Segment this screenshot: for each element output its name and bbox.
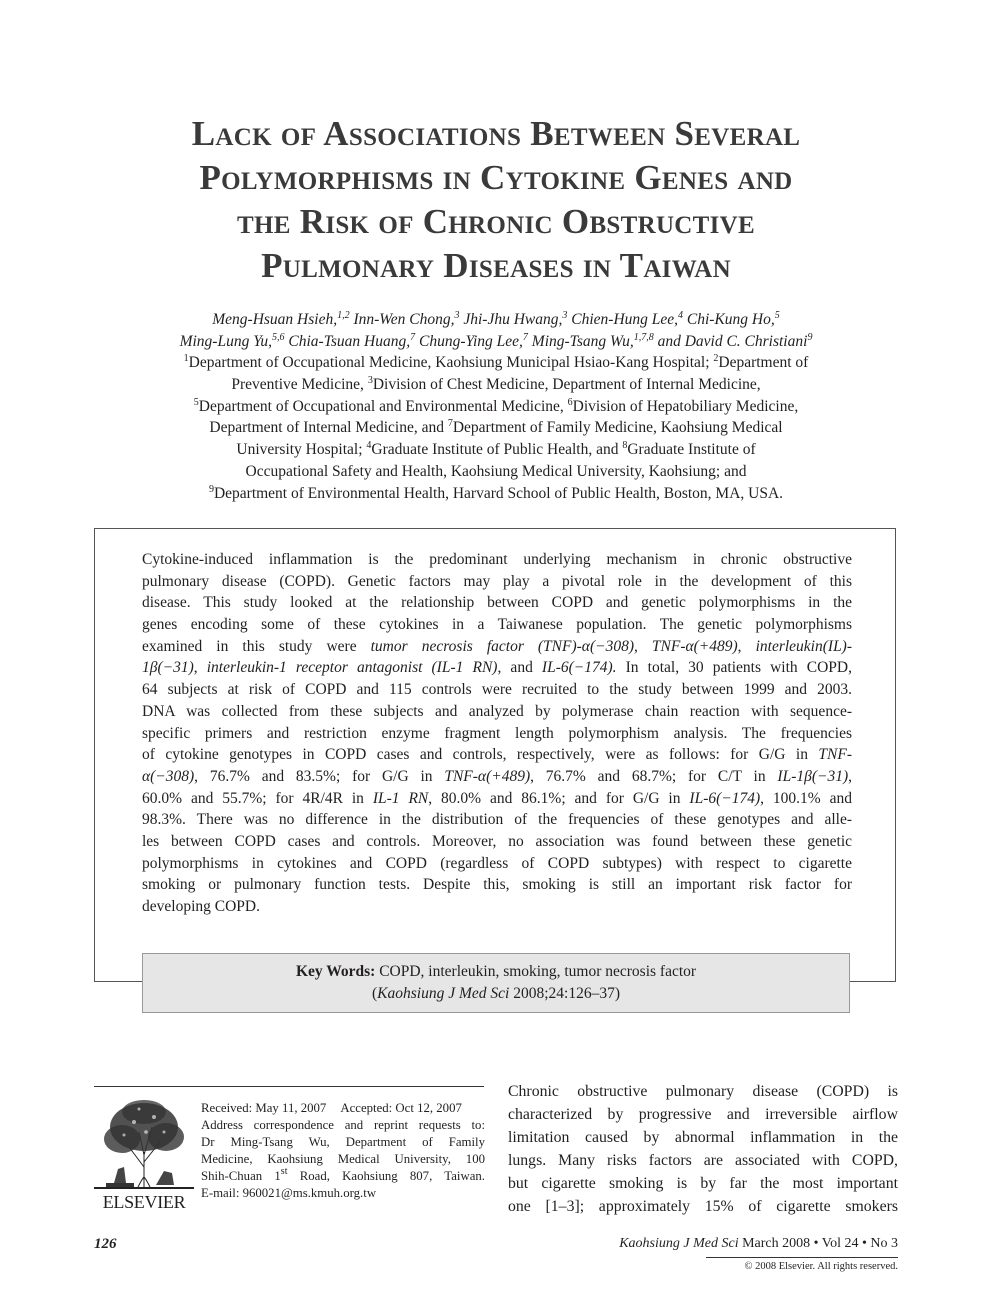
affiliation-text: Graduate Institute of	[627, 441, 756, 459]
abstract-text: pulmonary disease (COPD). Genetic factors may play a pivotal role in the development of this	[142, 572, 852, 590]
abstract-italic-term: interleukin-1 receptor antagonist (IL-1 RN)	[206, 659, 498, 677]
citation-journal: Kaohsiung J Med Sci	[377, 985, 510, 1002]
keywords-box	[142, 953, 850, 1013]
abstract-italic-term: TNF-α(+489)	[651, 637, 738, 655]
affiliation-line	[100, 374, 892, 396]
author-name: and David C. Christiani	[653, 333, 808, 350]
address-city: Road, Kaohsiung 807, Taiwan.	[287, 1169, 485, 1183]
intro-line: lungs. Many risks factors are associated with COPD,	[508, 1152, 898, 1169]
author-name: Chi-Kung Ho,	[683, 311, 775, 328]
page-number: 126	[94, 1236, 117, 1252]
intro-line: but cigarette smoking is by far the most important	[508, 1175, 898, 1192]
abstract-line	[142, 831, 852, 853]
abstract-line	[142, 701, 852, 723]
abstract-text: DNA was collected from these subjects and analyzed by polymerase chain reaction with sequence-	[142, 702, 852, 720]
ordinal-suffix: st	[280, 1166, 288, 1177]
abstract-line	[142, 549, 852, 571]
author-name: Jhi-Jhu Hwang,	[459, 311, 563, 328]
intro-line: limitation caused by abnormal inflammation in the	[508, 1129, 898, 1146]
abstract-text: 64 subjects at risk of COPD and 115 controls were recruited to the study between 1999 and 2003.	[142, 681, 852, 699]
abstract-italic-term: IL-6(−174).	[541, 659, 617, 677]
accepted-date: Accepted: Oct 12, 2007	[340, 1101, 462, 1115]
author-list	[110, 309, 882, 353]
citation-line	[143, 983, 849, 1005]
affiliation-text: Occupational Safety and Health, Kaohsiung Medical University, Kaohsiung; and	[245, 462, 747, 480]
abstract-italic-term: interleukin(IL)-	[755, 637, 853, 655]
abstract-text: Cytokine-induced inflammation is the predominant underlying mechanism in chronic obstructive	[142, 551, 852, 568]
abstract-line	[142, 636, 852, 658]
abstract-line	[142, 766, 852, 788]
abstract-italic-term: α(−308)	[142, 767, 195, 785]
affiliation-marker: 5,6	[272, 332, 285, 343]
intro-line: Chronic obstructive pulmonary disease (COPD) is	[508, 1083, 898, 1100]
abstract-text: In total, 30 patients with COPD,	[616, 659, 852, 677]
affiliation-marker: 7	[410, 332, 416, 343]
abstract-line	[142, 896, 852, 918]
affiliation-marker: 5	[774, 310, 780, 321]
intro-line: characterized by progressive and irreversible airflow	[508, 1106, 898, 1123]
correspondence-line: Dr Ming-Tsang Wu, Department of Family	[201, 1135, 485, 1149]
abstract-text: , 76.7% and 83.5%; for G/G in	[194, 767, 445, 785]
abstract-italic-term: IL-1 RN	[372, 789, 429, 807]
author-line	[110, 331, 882, 353]
affiliation-text: Department of	[718, 354, 809, 371]
affiliation-line	[100, 439, 892, 461]
abstract-text: examined in this study were	[142, 637, 371, 655]
author-name: Ming-Lung Yu,	[179, 333, 273, 350]
abstract-line	[142, 809, 852, 831]
abstract-text: , and	[497, 659, 542, 677]
abstract-text: , 80.0% and 86.1%; and for G/G in	[428, 789, 690, 807]
abstract-line	[142, 614, 852, 636]
author-name: Chia-Tsuan Huang,	[284, 333, 411, 350]
article-title	[120, 112, 872, 288]
affiliation-text: Department of Internal Medicine, and	[209, 419, 448, 437]
citation-open: (	[372, 985, 378, 1002]
abstract-line	[142, 571, 852, 593]
author-name: Inn-Wen Chong,	[349, 311, 455, 328]
affiliation-marker: 8	[622, 440, 628, 452]
author-line	[110, 309, 882, 331]
title-line: the Risk of Chronic Obstructive	[237, 202, 755, 241]
affiliation-text: Department of Environmental Health, Harvard School of Public Health, Boston, MA, USA.	[213, 484, 784, 502]
keywords-text: COPD, interleukin, smoking, tumor necrosis factor	[375, 963, 697, 980]
affiliation-line	[100, 396, 892, 418]
intro-line: one [1–3]; approximately 15% of cigarette smokers	[508, 1198, 898, 1215]
abstract-text: of cytokine genotypes in COPD cases and controls, respectively, were as follows: for G/G in	[142, 746, 819, 764]
abstract	[142, 549, 852, 918]
abstract-text: disease. This study looked at the relationship between COPD and genetic polymorphisms in the	[142, 594, 852, 612]
abstract-text: 98.3%. There was no difference in the distribution of the frequencies of these genotypes and alle-	[142, 811, 852, 829]
abstract-text: ,	[737, 637, 756, 655]
author-name: Ming-Tsang Wu,	[527, 333, 634, 350]
abstract-line	[142, 788, 852, 810]
dates-line	[201, 1100, 485, 1117]
received-date: Received: May 11, 2007	[201, 1101, 327, 1115]
affiliation-line	[100, 461, 892, 483]
abstract-line	[142, 592, 852, 614]
affiliation-marker: 3	[454, 310, 460, 321]
abstract-text: , 76.7% and 68.7%; for C/T in	[530, 767, 778, 785]
abstract-text: specific primers and restriction enzyme fragment length polymorphism analysis. The frequencies	[142, 724, 852, 742]
abstract-italic-term: TNF-α(+489)	[444, 767, 531, 785]
affiliation-marker: 1,2	[337, 310, 350, 321]
introduction-text	[508, 1080, 898, 1218]
affiliation-text: Graduate Institute of Public Health, and	[371, 441, 623, 459]
correspondence-line: Medicine, Kaohsiung Medical University, 100	[201, 1152, 485, 1166]
abstract-text: polymorphisms in cytokines and COPD (regardless of COPD subtypes) with respect to cigarette	[142, 854, 852, 872]
abstract-line	[142, 679, 852, 701]
abstract-text: genes encoding some of these cytokines in a Taiwanese population. The genetic polymorphisms	[142, 616, 852, 634]
abstract-text: ,	[848, 767, 852, 785]
affiliation-marker: 7	[522, 332, 528, 343]
affiliation-marker: 1,7,8	[633, 332, 654, 343]
correspondence-block	[201, 1100, 485, 1202]
affiliation-marker: 4	[366, 440, 372, 452]
abstract-italic-term: TNF-	[818, 746, 852, 764]
affiliation-line	[100, 417, 892, 439]
abstract-line	[142, 723, 852, 745]
abstract-text: developing COPD.	[142, 898, 260, 915]
author-name: Meng-Hsuan Hsieh,	[212, 311, 338, 328]
abstract-text: , 100.1% and	[760, 789, 853, 807]
footer-journal-name: Kaohsiung J Med Sci	[619, 1236, 739, 1251]
affiliation-marker: 5	[193, 396, 199, 408]
affiliation-marker: 3	[562, 310, 568, 321]
affiliation-text: University Hospital;	[236, 441, 367, 459]
abstract-line	[142, 874, 852, 896]
copyright-notice: © 2008 Elsevier. All rights reserved.	[744, 1261, 898, 1272]
elsevier-wordmark: ELSEVIER	[102, 1192, 186, 1212]
abstract-text: smoking or pulmonary function tests. Despite this, smoking is still an important risk factor for	[142, 876, 852, 894]
affiliation-line	[100, 483, 892, 505]
abstract-line	[142, 657, 852, 679]
author-name: Chung-Ying Lee,	[415, 333, 523, 350]
footer-rule	[706, 1257, 898, 1258]
affiliation-marker: 6	[567, 396, 573, 408]
journal-footer	[619, 1236, 898, 1252]
abstract-italic-term: IL-6(−174)	[689, 789, 761, 807]
citation-rest: 2008;24:126–37)	[509, 985, 620, 1002]
affiliation-text: Division of Chest Medicine, Department of Internal Medicine,	[372, 375, 761, 393]
abstract-italic-term: IL-1β(−31)	[777, 767, 849, 785]
affiliation-text: Department of Family Medicine, Kaohsiung Medical	[452, 419, 783, 437]
abstract-text: 60.0% and 55.7%; for 4R/4R in	[142, 789, 373, 807]
author-name: Chien-Hung Lee,	[567, 311, 679, 328]
abstract-line	[142, 853, 852, 875]
keywords-line	[143, 961, 849, 983]
address-line	[201, 1168, 485, 1185]
affiliation-text: Department of Occupational Medicine, Kaohsiung Municipal Hsiao-Kang Hospital;	[188, 354, 714, 371]
affiliation-marker: 7	[447, 418, 453, 430]
abstract-text: ,	[193, 659, 207, 677]
affiliation-text: Division of Hepatobiliary Medicine,	[572, 397, 799, 415]
abstract-italic-term: 1β(−31)	[142, 659, 194, 677]
column-rule	[94, 1086, 484, 1087]
abstract-italic-term: tumor necrosis factor (TNF)-α(−308)	[370, 637, 634, 655]
address-street: Shih-Chuan 1	[201, 1169, 281, 1183]
affiliation-marker: 9	[807, 332, 813, 343]
affiliations	[100, 352, 892, 505]
title-line: Lack of Associations Between Several	[191, 114, 801, 153]
affiliation-marker: 4	[678, 310, 684, 321]
title-line: Pulmonary Diseases in Taiwan	[261, 246, 731, 285]
keywords-label: Key Words:	[295, 963, 376, 980]
abstract-line	[142, 744, 852, 766]
affiliation-marker: 1	[183, 353, 189, 364]
email-line[interactable]: E-mail: 960021@ms.kmuh.org.tw	[201, 1186, 377, 1200]
affiliation-marker: 3	[367, 374, 373, 386]
abstract-text: les between COPD cases and controls. Moreover, no association was found between these genetic	[142, 832, 852, 850]
affiliation-text: Department of Occupational and Environmental Medicine,	[198, 397, 568, 415]
affiliation-marker: 2	[713, 353, 719, 364]
footer-issue: March 2008 • Vol 24 • No 3	[738, 1236, 898, 1251]
affiliation-marker: 9	[208, 483, 214, 495]
affiliation-text: Preventive Medicine,	[231, 375, 368, 393]
affiliation-line	[100, 352, 892, 374]
abstract-text: ,	[633, 637, 652, 655]
title-line: Polymorphisms in Cytokine Genes and	[199, 158, 793, 197]
correspondence-line: Address correspondence and reprint requests to:	[201, 1118, 485, 1132]
